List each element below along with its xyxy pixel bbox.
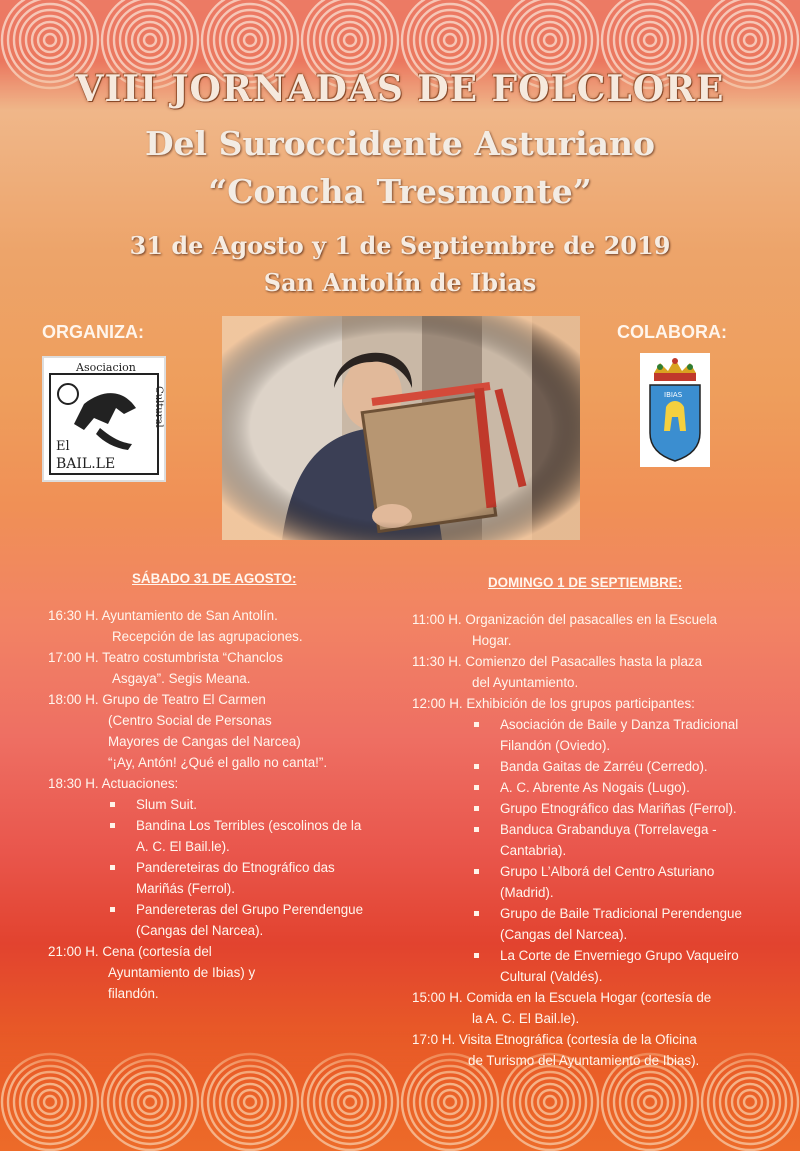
performer-item-continuation: Filandón (Oviedo). (500, 738, 611, 753)
schedule-entry-continuation: filandón. (108, 986, 159, 1001)
sunday-heading: DOMINGO 1 DE SEPTIEMBRE: (488, 575, 683, 590)
event-dates: 31 de Agosto y 1 de Septiembre de 2019 (129, 231, 671, 260)
performer-item-continuation: Cultural (Valdés). (500, 969, 603, 984)
asociacion-el-baille-logo (42, 356, 166, 482)
schedule-entry-continuation: la A. C. El Bail.le). (472, 1011, 580, 1026)
schedule-entry-continuation: Asgaya”. Segis Meana. (112, 671, 251, 686)
schedule-entry: 18:30 H. Actuaciones: (48, 776, 179, 791)
organiza-label: ORGANIZA: (42, 322, 144, 342)
performer-item: Pandereteiras do Etnográfico das (48, 857, 388, 878)
performer-item: Bandina Los Terribles (escolinos de la (48, 815, 388, 836)
schedule-entry-continuation: (Centro Social de Personas (108, 713, 272, 728)
schedule-entry-continuation: “¡Ay, Antón! ¿Qué el gallo no canta!”. (108, 755, 328, 770)
performer-item: Banda Gaitas de Zarréu (Cerredo). (412, 756, 772, 777)
performer-item-continuation: A. C. El Bail.le). (136, 839, 230, 854)
sunday-program (412, 568, 772, 1071)
ibias-coat-of-arms (640, 353, 710, 467)
performer-item: La Corte de Enverniego Grupo Vaqueiro (412, 945, 772, 966)
performer-item: Grupo L’Alborá del Centro Asturiano (412, 861, 772, 882)
schedule-entry-continuation: de Turismo del Ayuntamiento de Ibias). (468, 1053, 700, 1068)
performer-item: Grupo Etnográfico das Mariñas (Ferrol). (412, 798, 772, 819)
schedule-entry-continuation: Hogar. (472, 633, 512, 648)
schedule-entry: 11:30 H. Comienzo del Pasacalles hasta la plaza (412, 654, 703, 669)
schedule-entry-continuation: Mayores de Cangas del Narcea) (108, 734, 301, 749)
performer-item-continuation: Mariñás (Ferrol). (136, 881, 235, 896)
schedule-entry: 12:00 H. Exhibición de los grupos participantes: (412, 696, 695, 711)
schedule-entry: 11:00 H. Organización del pasacalles en la Escuela (412, 612, 717, 627)
svg-text:BAIL.LE: BAIL.LE (56, 456, 116, 472)
honoree-photo (222, 316, 580, 540)
event-title: VIII JORNADAS DE FOLCLORE (75, 68, 725, 110)
svg-text:El: El (56, 439, 70, 454)
saturday-schedule (48, 605, 388, 1004)
event-location: San Antolín de Ibias (263, 268, 537, 297)
performer-item: A. C. Abrente As Nogais (Lugo). (412, 777, 772, 798)
schedule-entry-continuation: del Ayuntamiento. (472, 675, 579, 690)
schedule-entry: 17:0 H. Visita Etnográfica (cortesía de la Oficina (412, 1032, 697, 1047)
schedule-entry: 15:00 H. Comida en la Escuela Hogar (cortesía de (412, 990, 712, 1005)
performer-item: Pandereteras del Grupo Perendengue (48, 899, 388, 920)
event-subtitle: Del Suroccidente Asturiano (144, 124, 656, 163)
schedule-entry: 17:00 H. Teatro costumbrista “Chanclos (48, 650, 283, 665)
svg-text:Cultural: Cultural (153, 386, 164, 428)
performer-item: Asociación de Baile y Danza Tradicional (412, 714, 772, 735)
colabora-label: COLABORA: (617, 322, 727, 342)
performer-item: Grupo de Baile Tradicional Perendengue (412, 903, 772, 924)
schedule-entry: 16:30 H. Ayuntamiento de San Antolín. (48, 608, 278, 623)
schedule-entry-continuation: Recepción de las agrupaciones. (112, 629, 303, 644)
saturday-program (48, 568, 388, 1004)
performer-item-continuation: (Cangas del Narcea). (136, 923, 264, 938)
saturday-heading: SÁBADO 31 DE AGOSTO: (132, 571, 297, 586)
performer-item: Slum Suit. (48, 794, 388, 815)
svg-text:IBIAS: IBIAS (664, 391, 683, 399)
performer-item-continuation: (Cangas del Narcea). (500, 927, 628, 942)
performer-item-continuation: (Madrid). (500, 885, 554, 900)
performer-item-continuation: Cantabria). (500, 843, 567, 858)
sunday-schedule (412, 609, 772, 1071)
schedule-entry-continuation: Ayuntamiento de Ibias) y (108, 965, 256, 980)
performer-item: Banduca Grabanduya (Torrelavega - (412, 819, 772, 840)
svg-text:Asociacion: Asociacion (76, 361, 136, 374)
event-honoree: “Concha Tresmonte” (208, 172, 592, 211)
schedule-entry: 21:00 H. Cena (cortesía del (48, 944, 212, 959)
schedule-entry: 18:00 H. Grupo de Teatro El Carmen (48, 692, 266, 707)
